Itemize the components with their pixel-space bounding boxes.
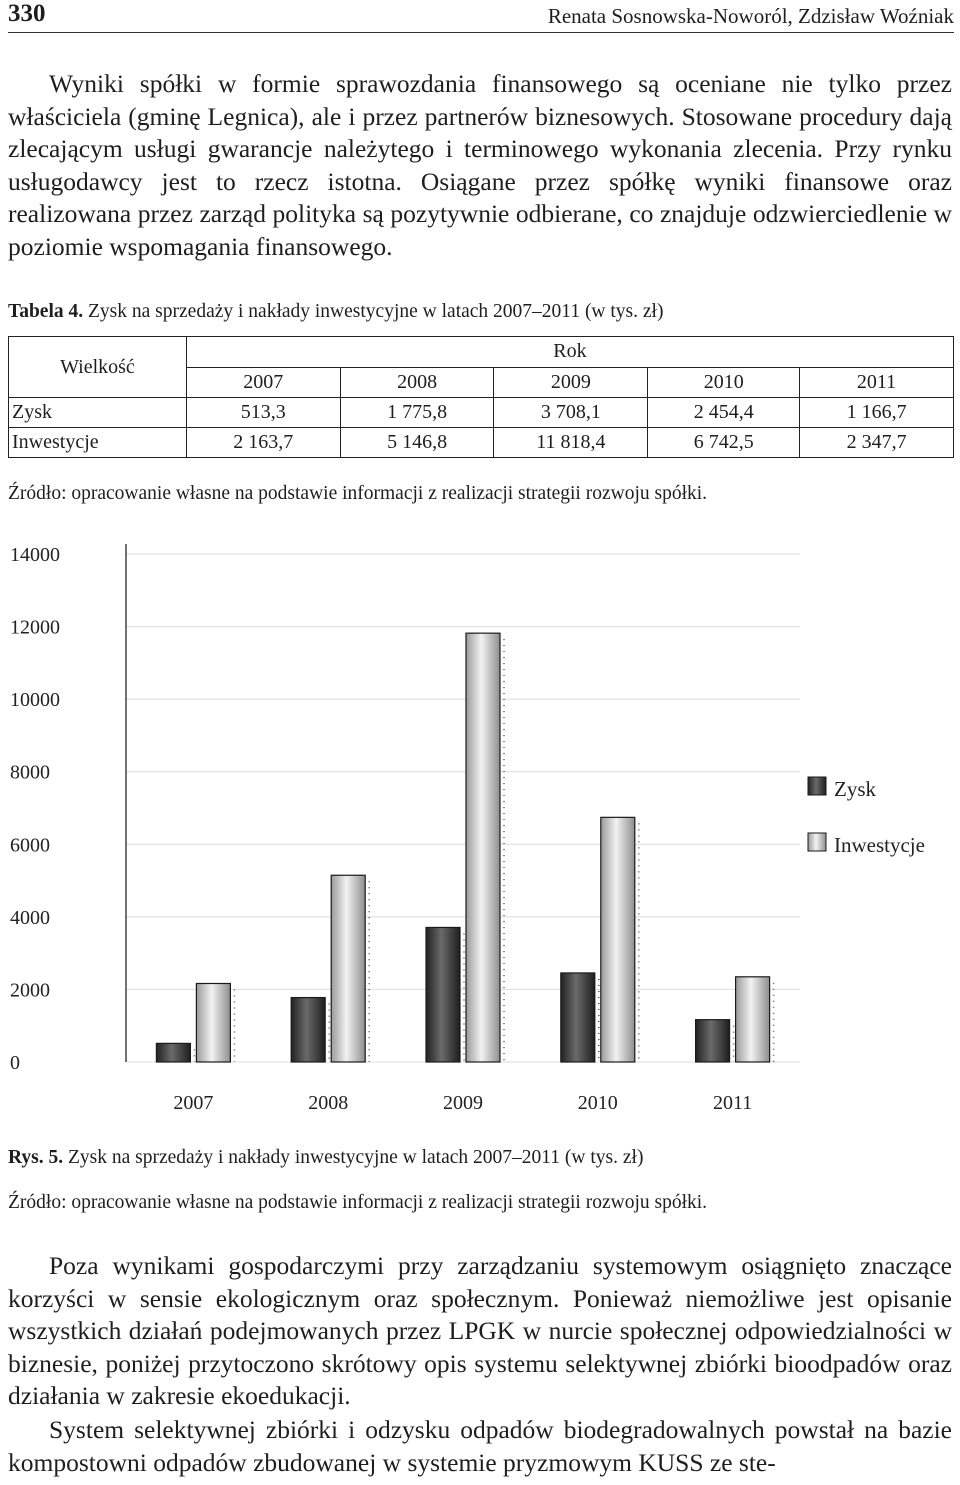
figure-source: Źródło: opracowanie własne na podstawie informacji z realizacji strategii rozwoju spółki. [8,1192,708,1213]
table-cell: 3 708,1 [494,398,648,428]
bar-inwestycje-2011 [736,977,770,1062]
table-cell: 2 347,7 [800,428,954,458]
table-cell: 1 775,8 [340,398,494,428]
y-tick-label: 6000 [10,834,50,857]
legend-label-inwestycje: Inwestycje [834,833,925,857]
closing-paragraph-2: System selektywnej zbiórki i odzysku odpadów biodegradowalnych powstał na bazie kompostowni odpadów zbudowanej w systemie pryzmowym KUSS ze ste- [8,1415,952,1477]
year-cell: 2011 [800,367,954,398]
table-cell: 2 163,7 [186,428,340,458]
table-source: Źródło: opracowanie własne na podstawie informacji z realizacji strategii rozwoju spółki. [8,483,708,504]
y-tick-label: 8000 [10,761,50,784]
x-axis-ticks [173,1092,752,1114]
header-wielkosc: Wielkość [9,337,187,398]
y-tick-label: 4000 [10,906,50,929]
table-cell: 1 166,7 [800,398,954,428]
bar-zysk-2008 [291,998,325,1062]
x-tick-label: 2007 [173,1092,214,1114]
year-cell: 2010 [648,367,800,398]
running-head-authors: Renata Sosnowska-Noworól, Zdzisław Woźniak [547,4,954,28]
table-caption-text: Zysk na sprzedaży i nakłady inwestycyjne w latach 2007–2011 (w tys. zł) [83,301,664,322]
year-cell: 2009 [494,367,648,398]
figure-caption-text: Zysk na sprzedaży i nakłady inwestycyjne w latach 2007–2011 (w tys. zł) [63,1147,644,1168]
y-tick-label: 0 [10,1052,20,1074]
table-row [9,428,954,458]
bar-inwestycje-2010 [601,817,635,1062]
x-tick-label: 2010 [577,1092,618,1114]
year-cell: 2008 [340,367,494,398]
legend-label-zysk: Zysk [834,777,876,801]
page-number: 330 [8,0,46,27]
table-caption-label: Tabela 4. [8,301,84,322]
row-label-zysk: Zysk [9,398,187,428]
table-row [9,398,954,428]
table-cell: 6 742,5 [648,428,800,458]
table-cell: 5 146,8 [340,428,494,458]
page-header [8,0,954,33]
table-header-row [9,337,954,368]
intro-paragraph: Wyniki spółki w formie sprawozdania finansowego są oceniane nie tylko przez właściciela (gminę Legnica), ale i przez partnerów biznesowych. Stosowane procedury dają zlecającym usługi gwarancje należytego i terminowego wykonania zlecenia. Przy rynku usługodawcy jest to rzecz istotna. Osiągane przez spółkę wyniki finansowe oraz realizowana przez zarząd polityka są pozytywnie odbierane, co znajduje odzwierciedlenie w poziomie wspomagania finansowego. [8,69,952,261]
legend-swatch-inwestycje [808,833,826,851]
table-cell: 513,3 [186,398,340,428]
data-table [8,336,954,458]
x-tick-label: 2011 [712,1092,753,1114]
y-tick-label: 10000 [10,689,60,712]
table-caption [8,300,663,324]
x-tick-label: 2008 [308,1092,349,1114]
bar-zysk-2011 [696,1020,730,1062]
y-tick-label: 14000 [10,544,60,566]
table-cell: 2 454,4 [648,398,800,428]
y-tick-label: 2000 [10,979,50,1002]
year-cell: 2007 [186,367,340,398]
x-tick-label: 2009 [443,1092,483,1114]
figure-caption-label: Rys. 5. [8,1147,64,1168]
chart-legend [808,777,925,857]
chart-bars [156,633,773,1062]
table-cell: 11 818,4 [494,428,648,458]
bar-zysk-2007 [156,1043,190,1062]
closing-paragraph-1: Poza wynikami gospodarczymi przy zarządzaniu systemowym osiągnięto znaczące korzyści w sensie ekologicznym oraz społecznym. Ponieważ niemożliwe jest opisanie wszystkich działań podejmowanych przez LPGK w nurcie społecznej odpowiedzialności w biznesie, poniżej przytoczono skrótowy opis systemu selektywnej zbiórki bioodpadów oraz działania w zakresie ekoedukacji. [8,1251,952,1410]
figure-caption [8,1146,643,1170]
bar-zysk-2009 [426,927,460,1062]
bar-inwestycje-2007 [196,983,230,1062]
row-label-inwestycje: Inwestycje [9,428,187,458]
bar-zysk-2010 [561,973,595,1062]
legend-swatch-zysk [808,777,826,795]
bar-chart [0,530,960,1130]
bar-inwestycje-2009 [466,633,500,1062]
y-axis-ticks [10,544,60,1074]
bar-inwestycje-2008 [331,875,365,1062]
header-rok: Rok [186,337,953,368]
y-tick-label: 12000 [10,616,60,639]
